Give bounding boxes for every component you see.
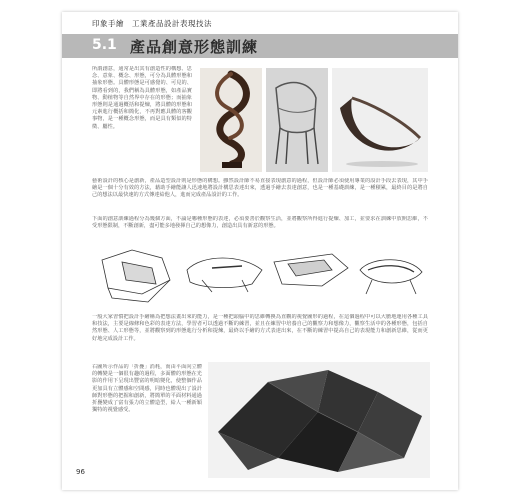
- product-sketches: [92, 240, 428, 310]
- ribbon-sculpture-photo: [200, 68, 262, 172]
- section-title: 產品創意形態訓練: [130, 38, 259, 56]
- book-page: [62, 12, 458, 490]
- intro-paragraph: 所謂創意，通常是出其有創造性的構想、思念、意象、概念、形態，可分為具體形態和抽象形態。具體形態是可感覺的、可見的、即將看到的，我們稱為具體形態，如產品實物、動植物等自然界中存在的形態；而抽象形態則是通過概括和提煉，將具體的形態和元素進行概括和簡化，不再對應具體的客觀事物，是一種概念形態，而是具有類似的特徵、屬性。: [92, 66, 192, 130]
- body-paragraph-3: 一般大家習慣把設計手繪稱為把想法畫出來的能力，是一種把頭腦中的思維轉換為直觀的視覺圖形的過程，在這個過程中可以大膽地運用各種工具和技法，主要是線條和色彩的表達方法，學習者可以透過不斷的練習，並且在練習中培養自己的觀察力和想像力，觀察生活中的各種形態，包括自然形態、人工形態等，並將觀察到的形態進行分析和提煉，最終以手繪的方式表達出來，在不斷的練習中提高自己的表現能力和創新思維，從而更好地完成設計工作。: [92, 314, 428, 342]
- folding-description: 右圖所示作品的「折疊」消耗，而由平面向立體的轉變是一個很有趣的過程，多面體的形態在光影的作用下呈現出豐富的明暗變化，使整個作品更加具有立體感和空間感，同時也體現出了設計師對形態的把握和創新，將簡單的平面材料通過折疊變成了富有張力的立體造型，給人一種新穎獨特的視覺感受。: [92, 364, 202, 414]
- folded-sculpture-photo: [208, 362, 430, 478]
- section-number: 5.1: [92, 37, 117, 53]
- body-paragraph-2: 下面的創意訓練過程分為幾個方面，不論是哪種形態的表達，必須要善於觀察生活，並將觀察所得進行提煉、加工，並要求在訓練中放開思維，不受形態限制，不斷創新，盡可能多地發揮自己的想像力，創造出具有新意的形態。: [92, 216, 428, 230]
- body-paragraph-1: 藝術設計的核心是創新，產品造型設計則是形態的構想。雖然設計師不易直接表現創意的過程，但設計師必須使用專業的設計手段去表現，其中手繪是一個十分有效的方法，藉助手繪能讓人迅速地將設計構思表達出來，透過手繪去表達創意，也是一種基礎訓練，是一種積累，最終目的是將自己的想法以最快速的方式傳達給他人，進而完成產品設計的工作。: [92, 178, 428, 199]
- wire-chair-photo: [266, 68, 328, 172]
- lounge-chair-photo: [332, 68, 428, 172]
- running-header: 印象手繪 工業產品設計表現技法: [92, 19, 212, 28]
- page-number: 96: [76, 468, 85, 476]
- section-title-bar: [62, 34, 458, 58]
